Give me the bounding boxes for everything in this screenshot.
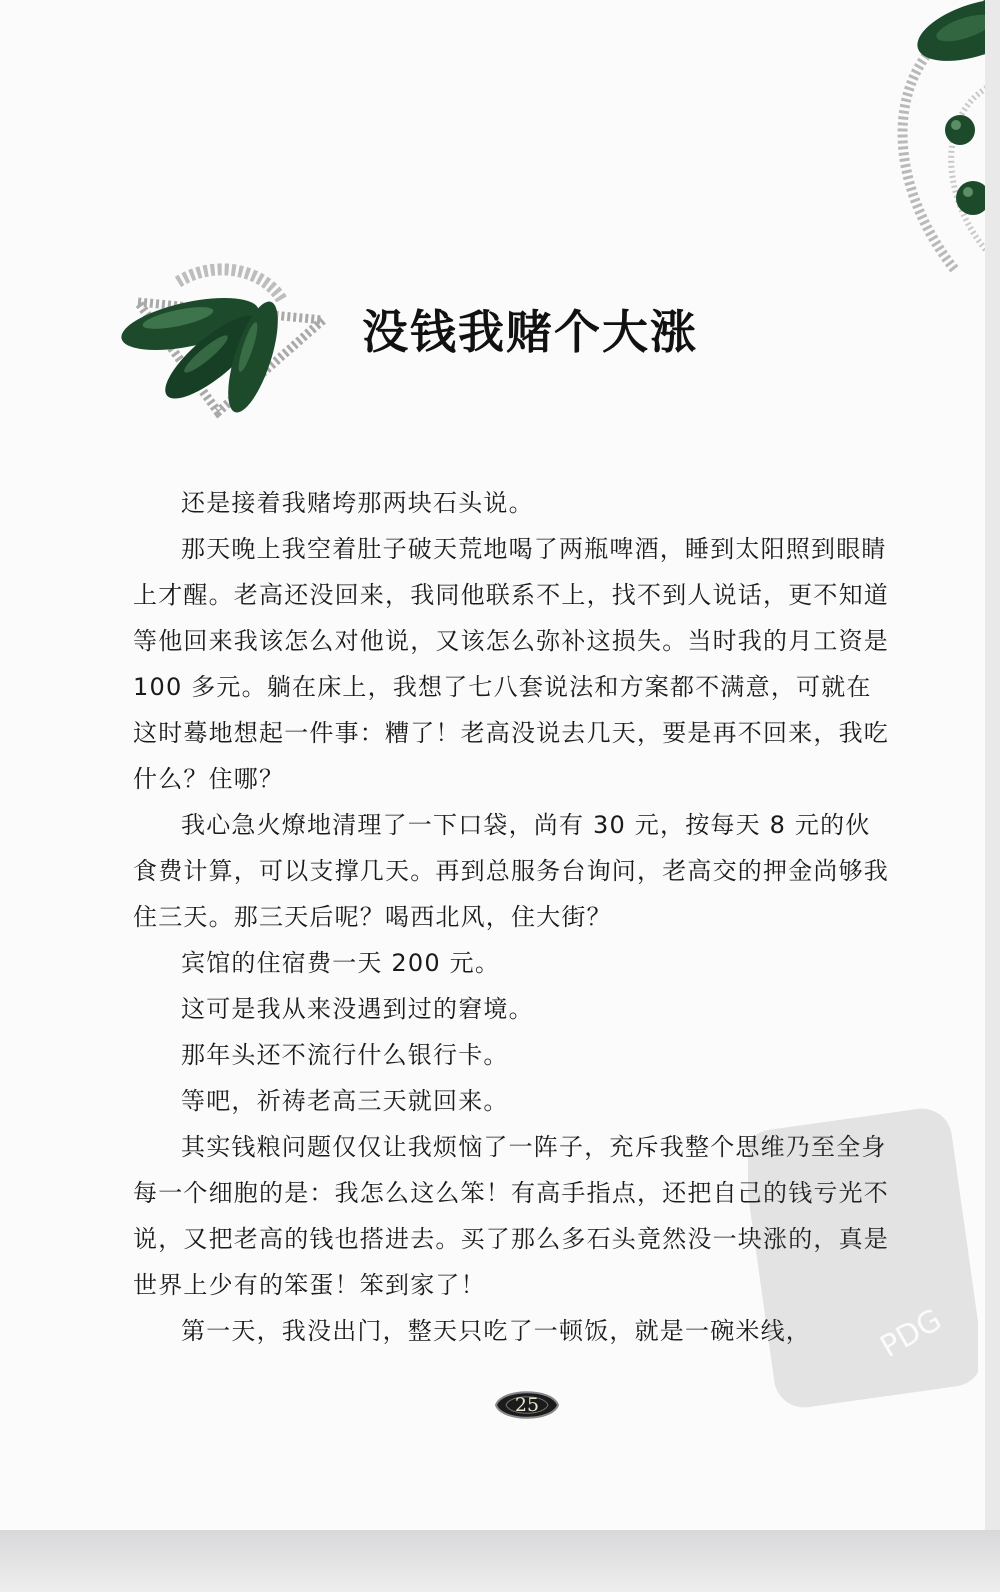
page-number: 25 (514, 1394, 540, 1416)
paragraph: 宾馆的住宿费一天 200 元。 (181, 949, 501, 977)
page-edge (0, 1530, 1000, 1592)
paragraph: 这可是我从来没遇到过的窘境。 (181, 995, 534, 1023)
paragraph: 那天晚上我空着肚子破天荒地喝了两瓶啤酒，睡到太阳照到眼睛上才醒。老高还没回来，我同他联系不上，找不到人说话，更不知道等他回来我该怎么对他说，又该怎么弥补这损失。当时我的月工资是 100 多元。躺在床上，我想了七八套说法和方案都不满意，可就在这时蓦地想起一件事：糟了！老高没说去几天，要是再不回来，我吃什么？住哪？ (133, 535, 889, 793)
jade-necklace-icon (845, 0, 985, 300)
paragraph: 等吧，祈祷老高三天就回来。 (181, 1087, 509, 1115)
chapter-title: 没钱我赌个大涨 (362, 305, 698, 359)
paragraph: 我心急火燎地清理了一下口袋，尚有 30 元，按每天 8 元的伙食费计算，可以支撑几天。再到总服务台询问，老高交的押金尚够我住三天。那三天后呢？喝西北风，住大街？ (133, 811, 889, 931)
watermark-text: PDG (874, 1302, 948, 1365)
paragraph: 第一天，我没出门，整天只吃了一顿饭，就是一碗米线， (181, 1317, 811, 1345)
library-stamp-icon (748, 1108, 978, 1408)
page-number-badge-icon (492, 1382, 562, 1428)
jade-pendant-icon (118, 262, 328, 422)
paragraph: 那年头还不流行什么银行卡。 (181, 1041, 509, 1069)
paragraph: 其实钱粮问题仅仅让我烦恼了一阵子，充斥我整个思维乃至全身每一个细胞的是：我怎么这么笨！有高手指点，还把自己的钱亏光不说，又把老高的钱也搭进去。买了那么多石头竟然没一块涨的，真是世界上少有的笨蛋！笨到家了！ (133, 1133, 889, 1299)
paragraph: 还是接着我赌垮那两块石头说。 (181, 489, 534, 517)
